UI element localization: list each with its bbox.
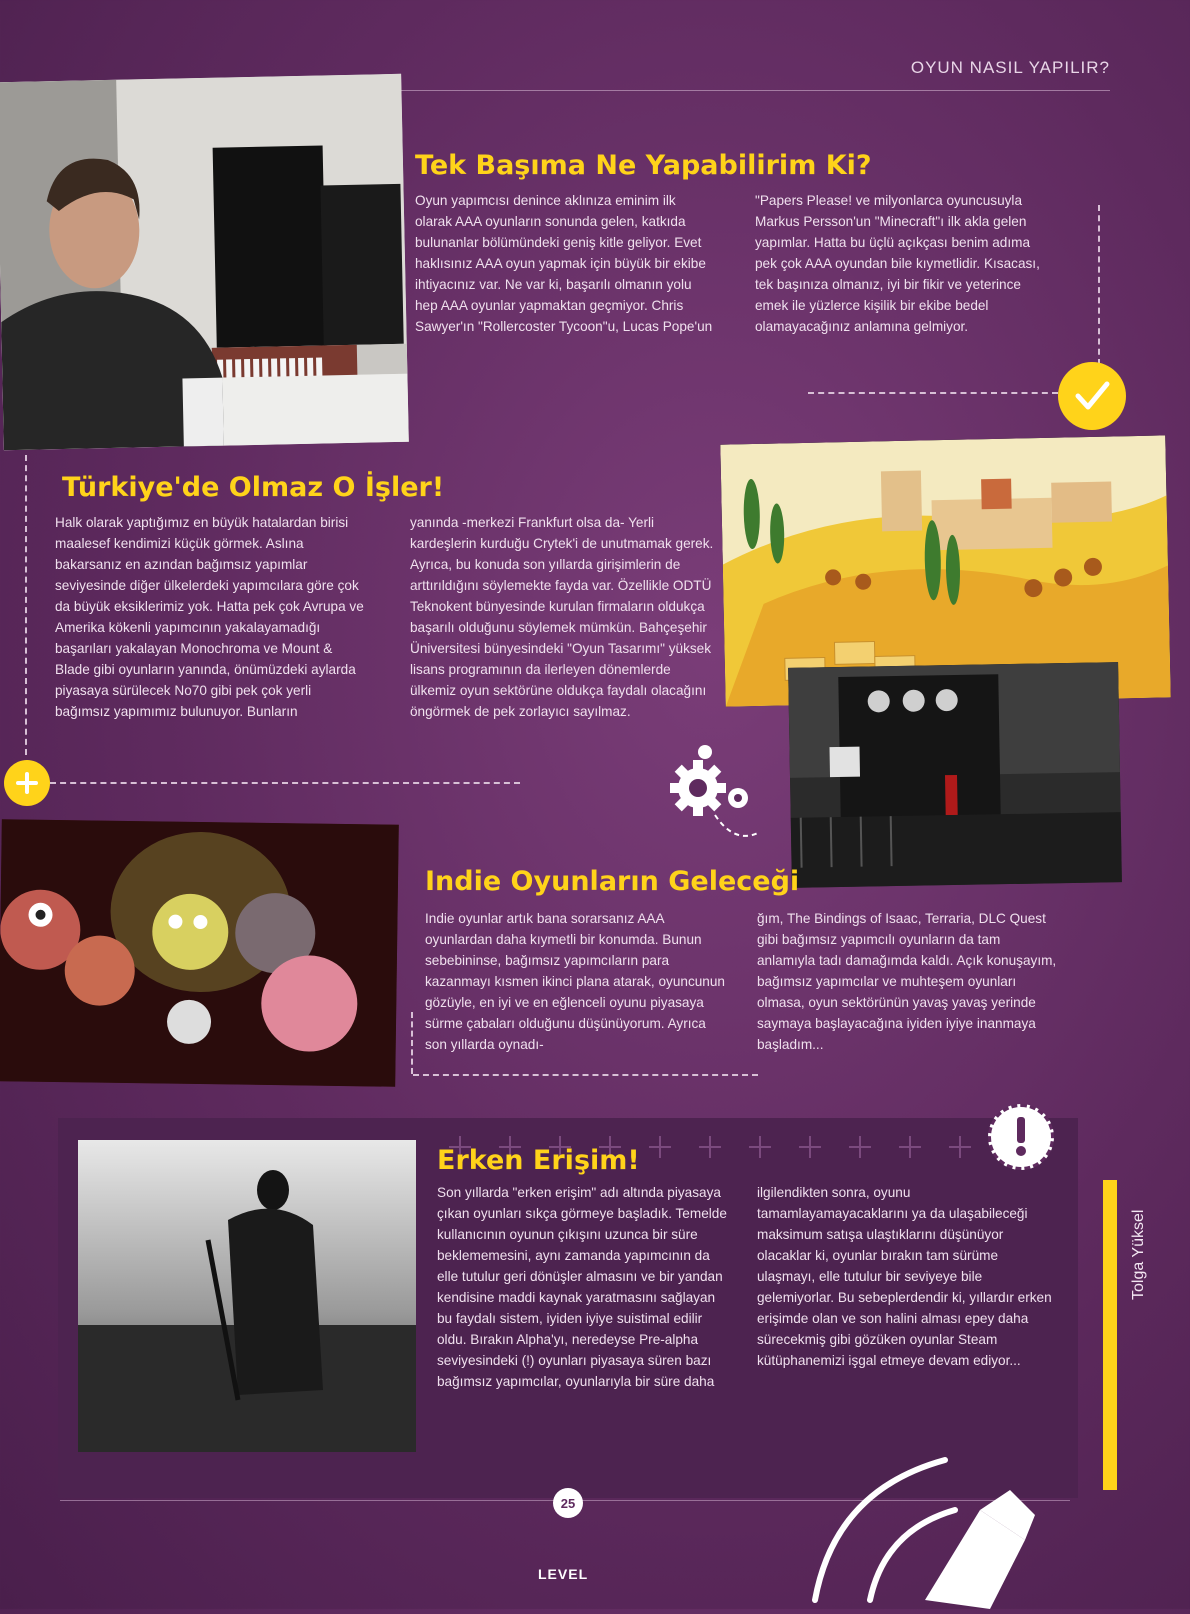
section1-dashed-border-bottom (808, 392, 1058, 394)
section-title-tek-basima: Tek Başıma Ne Yapabilirim Ki? (415, 150, 872, 181)
developer-photo (0, 74, 409, 450)
gear-icon (660, 740, 770, 855)
section2-dashed-border-bottom (50, 782, 520, 784)
section2-dashed-border-left (25, 455, 27, 755)
magazine-brand: LEVEL (538, 1566, 589, 1582)
section1-dashed-border-right (1098, 205, 1100, 365)
dark-city-game-screenshot (788, 662, 1122, 888)
plus-icon (4, 760, 50, 806)
page-number-badge (553, 1488, 583, 1518)
section4-column-1: Son yıllarda "erken erişim" adı altında piyasaya çıkan oyunları sıkça görmeye başladık. Temelde kullanıcının oyunun çıkışını uzunca bir süre beklememesini, aynı zamanda yapımcının da elle tutulur geri dönüşler almasını ve bir yandan kendisine maddi kaynak yaratmasını sağlayan bu faydalı sistem, iyiden iyiye suistimal edilir oldu. Bırakın Alpha'yı, neredeyse Pre-alpha seviyesindeki (!) oyunları piyasaya süren bazı bağımsız yapımcılar, oyunlarıyla bir süre daha (437, 1185, 727, 1389)
section4-column-2: ilgilendikten sonra, oyunu tamamlayamayacaklarını ya da ulaşabileceği maksimum satışa ulaştıklarını düşünüyor olacaklar ki, oyunlar bırakın tam sürüme ulaşmayı, elle tutulur bir seviyeye bile gelemiyorlar. Bu sebeplerdendir ki, yıllardır erken erişimde olan ve son halini alması epey daha sürecekmiş gibi gözüken oyunlar Steam kütüphanemizi işgal etmeye devam ediyor... (757, 1185, 1052, 1368)
soldier-field-photo (78, 1140, 416, 1452)
section3-dashed-border-bottom (413, 1074, 758, 1076)
author-name: Tolga Yüksel (1130, 1209, 1147, 1300)
exclamation-icon (988, 1104, 1054, 1170)
section-title-erken-erisim: Erken Erişim! (437, 1145, 640, 1176)
section-title-turkiyede-olmaz: Türkiye'de Olmaz O İşler! (62, 472, 445, 503)
section1-column-1: Oyun yapımcısı denince aklınıza eminim ilk olarak AAA oyunların sonunda gelen, katkıda bulunanlar bölümündeki geniş kitle geliyor. Evet haklısınız AAA oyun yapmak için büyük bir ekibe ihtiyacınız var. Ne var ki, başarılı olmanın yolu hep AAA oyunlar yapmaktan geçmiyor. Chris Sawyer'ın "Rollercoster Tycoon"u, Lucas Pope'un (415, 193, 713, 334)
section-header: OYUN NASIL YAPILIR? (910, 58, 1110, 77)
section1-column-2: "Papers Please! ve milyonlarca oyuncusuyla Markus Persson'un "Minecraft"ı ilk akla gelen yapımlar. Hatta bu üçlü açıkçası benim adıma pek çok AAA oyundan bile kıymetlidir. Kısacası, tek başınıza olmanız, iyi bir fikir ve yeterince emek ile yüzlerce kişilik bir ekibe bedel olamayacağınız anlamına gelmiyor. (755, 193, 1040, 334)
author-accent-bar (1103, 1180, 1117, 1490)
section2-column-2: yanında -merkezi Frankfurt olsa da- Yerli kardeşlerin kurduğu Crytek'i de unutmamak gerek. Ayrıca, bu konuda son yıllarda girişimlerin de arttırıldığını söylemekte fayda var. Özellikle ODTÜ Teknokent bünyesinde kurulan firmaların oldukça başarılı olduğunu söylemek mümkün. Bahçeşehir Üniversitesi bünyesindeki "Oyun Tasarımı" yüksek lisans programının da ilerleyen dönemlerde ülkemiz oyun sektörüne oldukça faydalı olacağını öngörmek de pek zorlayıcı sayılmaz. (410, 515, 714, 719)
page-number: 25 (560, 1495, 576, 1511)
section2-column-1: Halk olarak yaptığımız en büyük hatalardan birisi maalesef kendimizi küçük görmek. Aslına bakarsanız en azından bağımsız yapımlar seviyesinde diğer ülkelerdeki yapımcılara göre çok da büyük eksiklerimiz yok. Hatta pek çok Avrupa ve Amerika kökenli yapımcının yakalayamadığı başarıları yakalayan Monochroma ve Mount & Blade gibi oyunların yanında, önümüzdeki aylarda piyasaya sürülecek No70 gibi pek çok yerli bağımsız yapımımız bulunuyor. Bunların (55, 515, 364, 719)
section3-dashed-border-left (411, 1012, 413, 1074)
section3-column-2: ğım, The Bindings of Isaac, Terraria, DLC Quest gibi bağımsız yapımcılı oyunların da tam anlamıyla tadı damağımda kaldı. Açık konuşayım, bağımsız yapımcılar ve muhteşem oyunları olmasa, oyun sektörünün yavaş yavaş yerinde saymaya başlayacağına iyiden iyiye inanmaya başladım... (757, 911, 1057, 1052)
megaphone-icon (805, 1400, 1045, 1614)
check-icon (1058, 362, 1126, 430)
isaac-game-screenshot (0, 819, 399, 1087)
section3-column-1: Indie oyunlar artık bana sorarsanız AAA oyunlardan daha kıymetli bir konumda. Bunun sebebininse, bağımsız yapımcıların para kazanmayı kısmen ikinci plana atarak, oyuncunun gözüyle, en iyi ve en eğlenceli oyunu piyasaya sürme çabaları olduğunu düşünüyorum. Ayrıca son yıllarda oynadı- (425, 911, 725, 1052)
section-title-indie-oyunlar: Indie Oyunların Geleceği (425, 866, 800, 897)
